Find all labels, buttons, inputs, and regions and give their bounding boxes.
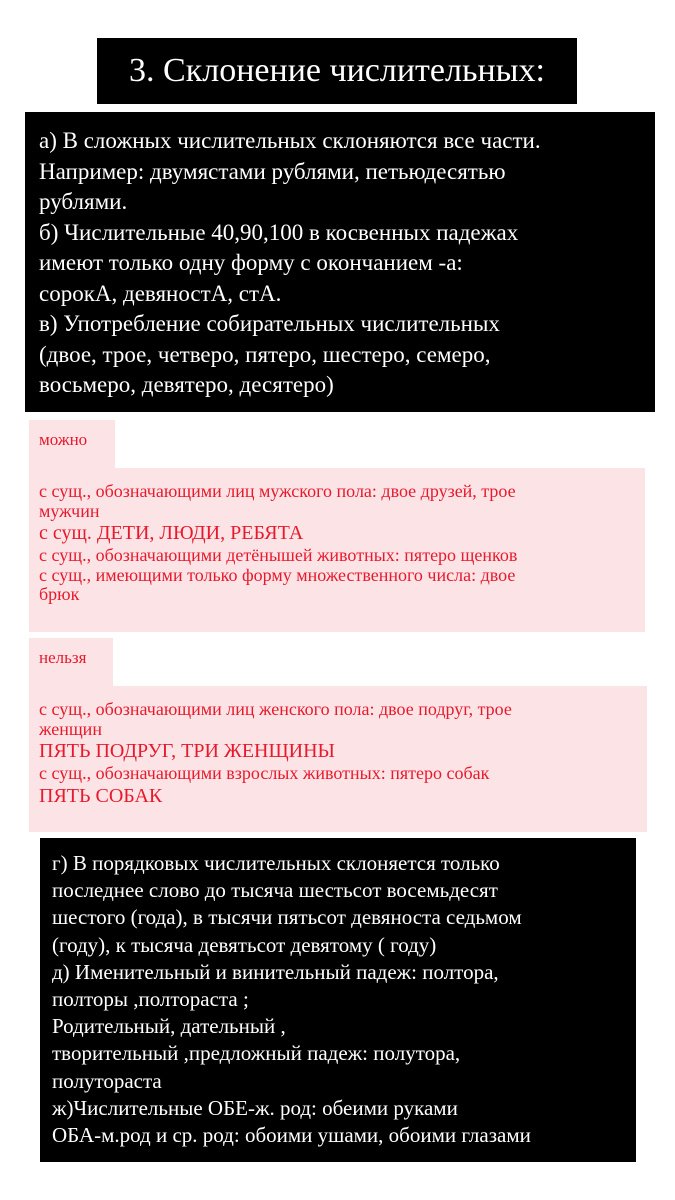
text-line: Например: двумястами рублями, петьюдесятью — [39, 158, 506, 184]
text-line: сорокА, девяностА, стА. — [39, 280, 282, 306]
text-line: женщин — [39, 718, 102, 739]
text-line: б) Числительные 40,90,100 в косвенных падежах — [39, 219, 519, 245]
text-line: имеют только одну форму с окончанием -а: — [39, 250, 463, 275]
text-line: д) Именительный и винительный падеж: полтора, — [52, 959, 499, 984]
text-line: с сущ., обозначающими лиц мужского пола: двое друзей, трое — [39, 481, 516, 501]
text-line: полторы ,полтораста ; — [52, 987, 249, 1012]
forbidden-label: нельзя — [29, 638, 113, 688]
text-line: а) В сложных числительных склоняются все части. — [39, 128, 541, 153]
text-line: (двое, трое, четверо, пятеро, шестеро, семеро, — [39, 341, 491, 367]
text-line: полутораста — [52, 1068, 162, 1093]
allowed-label: можно — [29, 420, 115, 470]
page-title: 3. Склонение числительных: — [97, 38, 577, 104]
text-line: восьмеро, девятеро, десятеро) — [39, 372, 334, 397]
text-line: последнее слово до тысяча шестьсот восемьдесят — [52, 878, 498, 903]
rules-block-bottom — [40, 838, 636, 1162]
rules-block-top — [25, 112, 655, 412]
text-line: с сущ., обозначающими лиц женского пола: двое подруг, трое — [39, 699, 512, 719]
text-line: (году), к тысяча девятьсот девятому ( году) — [52, 932, 437, 957]
text-line: с сущ., обозначающими детёнышей животных: пятеро щенков — [39, 545, 518, 565]
text-line: с сущ. ДЕТИ, ЛЮДИ, РЕБЯТА — [39, 522, 304, 544]
text-line: Родительный, дательный , — [52, 1014, 286, 1039]
text-line: шестого (года), в тысячи пятьсот девяноста седьмом — [52, 905, 522, 930]
allowed-block — [29, 468, 645, 632]
text-line: с сущ., имеющими только форму множественного числа: двое — [39, 564, 516, 585]
text-line: ж)Числительные ОБЕ-ж. род: обеими руками — [52, 1095, 458, 1120]
text-line: рублями. — [39, 189, 128, 214]
text-line: с сущ., обозначающими взрослых животных: пятеро собак — [39, 763, 490, 783]
text-line: ПЯТЬ СОБАК — [39, 784, 163, 807]
text-line: г) В порядковых числительных склоняется только — [52, 851, 500, 875]
text-line: творительный ,предложный падеж: полутора, — [52, 1041, 461, 1066]
text-line: ОБА-м.род и ср. род: обоими ушами, обоими глазами — [52, 1123, 531, 1148]
text-line: в) Употребление собирательных числительных — [39, 311, 500, 336]
text-line: брюк — [39, 584, 80, 604]
text-line: ПЯТЬ ПОДРУГ, ТРИ ЖЕНЩИНЫ — [39, 740, 335, 762]
forbidden-block — [29, 686, 647, 832]
text-line: мужчин — [39, 500, 100, 521]
